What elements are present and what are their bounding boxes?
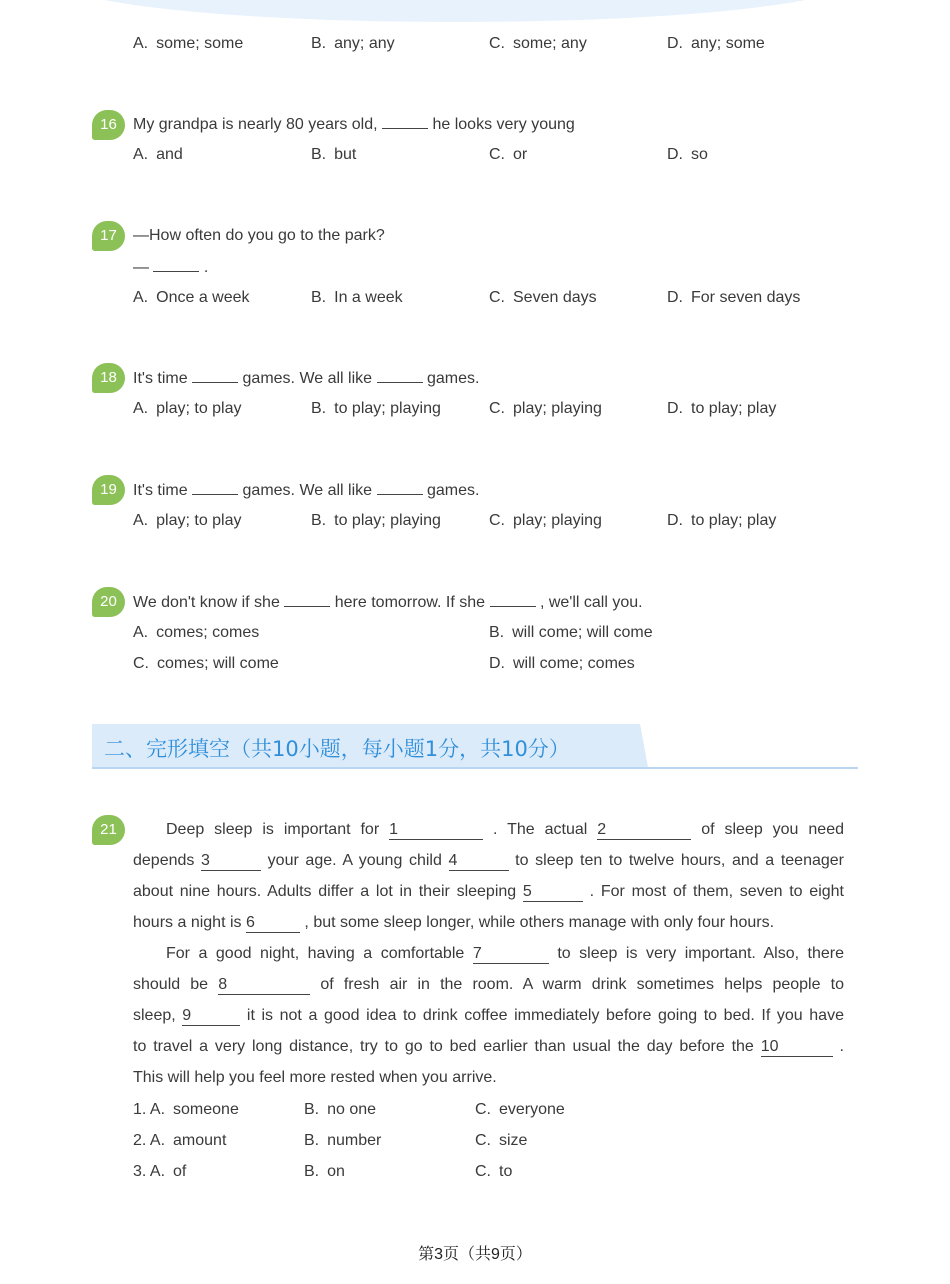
passage-line: hours a night is 6 , but some sleep longer, while others manage with only four hours. — [133, 914, 775, 931]
answer-blank[interactable] — [284, 592, 330, 607]
cloze-blank-7[interactable]: 7 — [473, 945, 549, 964]
answer-blank[interactable] — [153, 257, 199, 272]
question-stem: —How often do you go to the park? — [133, 227, 385, 244]
question-number-badge: 20 — [92, 587, 125, 617]
question-stem: It's time games. We all like games. — [133, 370, 480, 387]
option-d[interactable]: D. to play; play — [667, 400, 777, 417]
question-number-badge: 19 — [92, 475, 125, 505]
question-stem: My grandpa is nearly 80 years old, he looks very young — [133, 116, 575, 133]
passage-line: about nine hours. Adults differ a lot in their sleeping 5 . For most of them, seven to eight — [133, 883, 844, 900]
passage-line: depends 3 your age. A young child 4 to sleep ten to twelve hours, and a teenager — [133, 852, 844, 869]
question-stem: It's time games. We all like games. — [133, 482, 480, 499]
cloze-blank-3[interactable]: 3 — [201, 852, 261, 871]
question-number-badge: 16 — [92, 110, 125, 140]
choice-row-1-a[interactable]: 1. A. someone — [133, 1101, 239, 1118]
option-a[interactable]: A. Once a week — [133, 289, 250, 306]
cloze-blank-8[interactable]: 8 — [218, 976, 310, 995]
choice-row-2-c[interactable]: C. size — [475, 1132, 528, 1149]
question-number-badge: 17 — [92, 221, 125, 251]
answer-blank[interactable] — [382, 114, 428, 129]
cloze-blank-5[interactable]: 5 — [523, 883, 583, 902]
question-number-badge: 21 — [92, 815, 125, 845]
option-c[interactable]: C. Seven days — [489, 289, 597, 306]
option-d[interactable]: D. For seven days — [667, 289, 801, 306]
passage-line: This will help you feel more rested when you arrive. — [133, 1069, 497, 1086]
option-b[interactable]: B. but — [311, 146, 357, 163]
question-stem: We don't know if she here tomorrow. If she , we'll call you. — [133, 594, 643, 611]
choice-row-3-c[interactable]: C. to — [475, 1163, 513, 1180]
option-d[interactable]: D. so — [667, 146, 708, 163]
option-a[interactable]: A. some; some — [133, 35, 244, 52]
section-header — [92, 724, 858, 768]
cloze-blank-10[interactable]: 10 — [761, 1038, 833, 1057]
passage-line: should be 8 of fresh air in the room. A warm drink sometimes helps people to — [133, 976, 844, 993]
option-b[interactable]: B. any; any — [311, 35, 395, 52]
option-d[interactable]: D. to play; play — [667, 512, 777, 529]
option-b[interactable]: B. will come; will come — [489, 624, 653, 641]
choice-row-1-c[interactable]: C. everyone — [475, 1101, 565, 1118]
passage-line: Deep sleep is important for 1 . The actual 2 of sleep you need — [166, 821, 844, 838]
page-number: 第3页（共9页） — [418, 1246, 532, 1263]
option-b[interactable]: B. to play; playing — [311, 400, 441, 417]
answer-blank[interactable] — [192, 368, 238, 383]
option-b[interactable]: B. to play; playing — [311, 512, 441, 529]
option-a[interactable]: A. and — [133, 146, 183, 163]
choice-row-1-b[interactable]: B. no one — [304, 1101, 377, 1118]
answer-blank[interactable] — [192, 480, 238, 495]
answer-blank[interactable] — [377, 368, 423, 383]
option-d[interactable]: D. any; some — [667, 35, 765, 52]
option-c[interactable]: C. play; playing — [489, 512, 602, 529]
option-b[interactable]: B. In a week — [311, 289, 403, 306]
passage-line: For a good night, having a comfortable 7 to sleep is very important. Also, there — [166, 945, 845, 962]
choice-row-3-a[interactable]: 3. A. of — [133, 1163, 187, 1180]
question-number-badge: 18 — [92, 363, 125, 393]
passage-line: to travel a very long distance, try to go to bed earlier than usual the day before the 10 . — [133, 1038, 844, 1055]
cloze-blank-6[interactable]: 6 — [246, 914, 300, 933]
option-a[interactable]: A. comes; comes — [133, 624, 260, 641]
question-reply: — . — [133, 259, 209, 276]
cloze-blank-4[interactable]: 4 — [449, 852, 509, 871]
cloze-blank-1[interactable]: 1 — [389, 821, 483, 840]
choice-row-3-b[interactable]: B. on — [304, 1163, 345, 1180]
header-decoration — [60, 0, 850, 22]
choice-row-2-b[interactable]: B. number — [304, 1132, 382, 1149]
cloze-blank-2[interactable]: 2 — [597, 821, 691, 840]
choice-row-2-a[interactable]: 2. A. amount — [133, 1132, 227, 1149]
option-a[interactable]: A. play; to play — [133, 400, 242, 417]
cloze-blank-9[interactable]: 9 — [182, 1007, 240, 1026]
answer-blank[interactable] — [490, 592, 536, 607]
option-c[interactable]: C. comes; will come — [133, 655, 279, 672]
option-c[interactable]: C. some; any — [489, 35, 587, 52]
option-c[interactable]: C. or — [489, 146, 528, 163]
passage-line: sleep, 9 it is not a good idea to drink coffee immediately before going to bed. If you have — [133, 1007, 844, 1024]
option-a[interactable]: A. play; to play — [133, 512, 242, 529]
section-title: 二、完形填空（共10小题，每小题1分，共10分） — [104, 737, 570, 761]
section-divider — [92, 767, 858, 769]
option-c[interactable]: C. play; playing — [489, 400, 602, 417]
answer-blank[interactable] — [377, 480, 423, 495]
option-d[interactable]: D. will come; comes — [489, 655, 635, 672]
